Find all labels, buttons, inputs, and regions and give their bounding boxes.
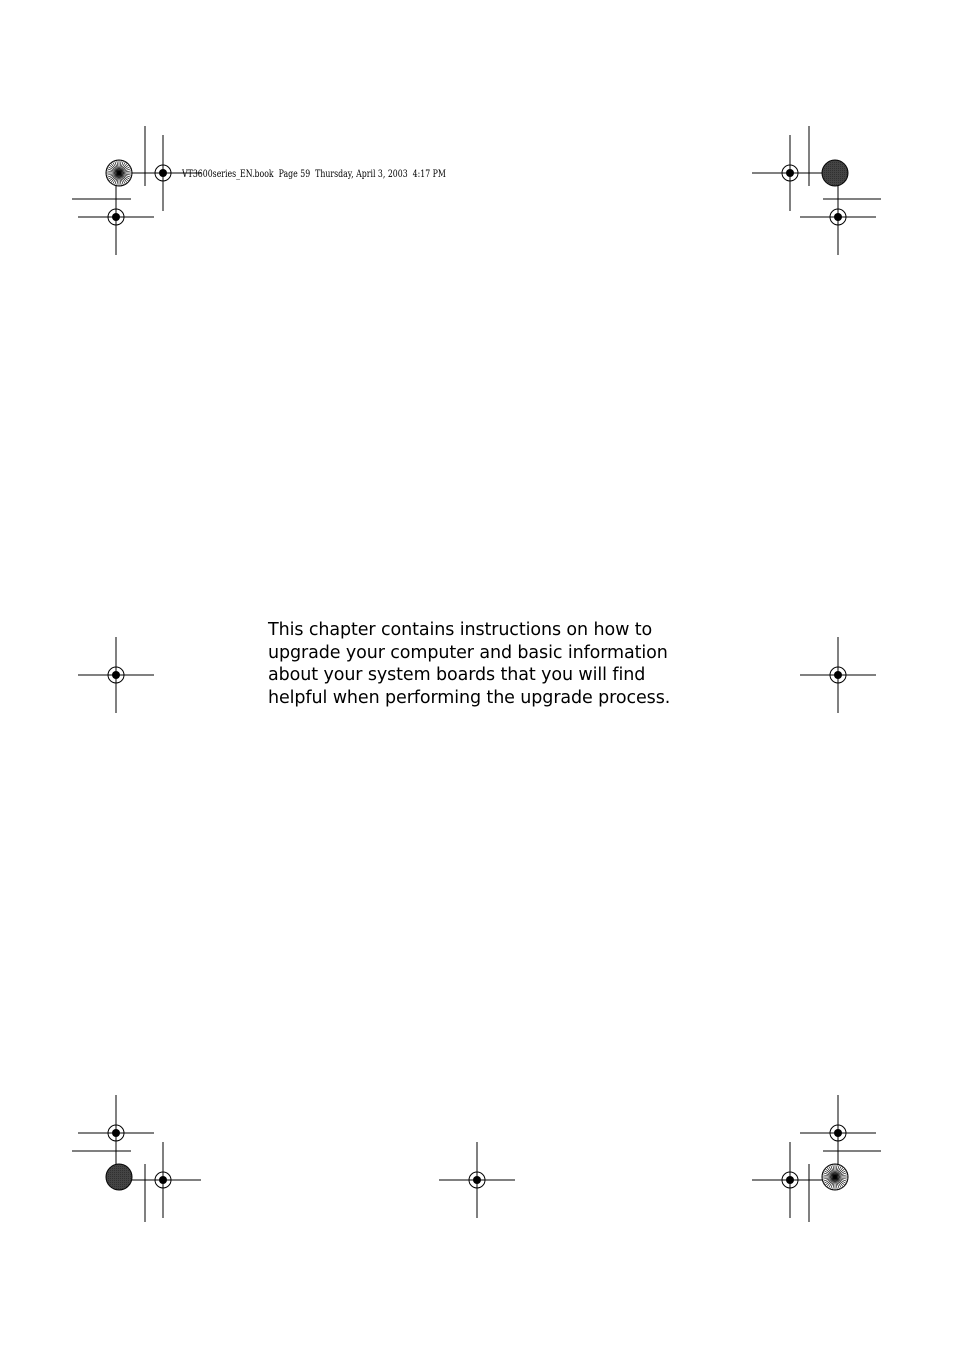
registration-mark-icon (78, 637, 154, 713)
registration-mark-icon (125, 1142, 201, 1218)
registration-mark-icon (800, 1095, 876, 1171)
intro-line: about your system boards that you will find (268, 665, 646, 685)
chapter-intro (268, 619, 708, 709)
intro-line: helpful when performing the upgrade process. (268, 687, 671, 708)
intro-line: upgrade your computer and basic information (268, 642, 668, 663)
registration-mark-icon (800, 179, 876, 255)
starburst-target-icon (106, 160, 132, 186)
registration-mark-icon (752, 135, 828, 211)
registration-mark-icon (439, 1142, 515, 1218)
print-header: VT3600series_EN.book Page 59 Thursday, April 3, 2003 4:17 PM (182, 169, 446, 180)
registration-mark-icon (800, 637, 876, 713)
registration-mark-icon (78, 179, 154, 255)
starburst-target-icon (822, 1164, 848, 1190)
registration-mark-icon (752, 1142, 828, 1218)
intro-line: This chapter contains instructions on how to (268, 620, 653, 640)
registration-mark-icon (78, 1095, 154, 1171)
